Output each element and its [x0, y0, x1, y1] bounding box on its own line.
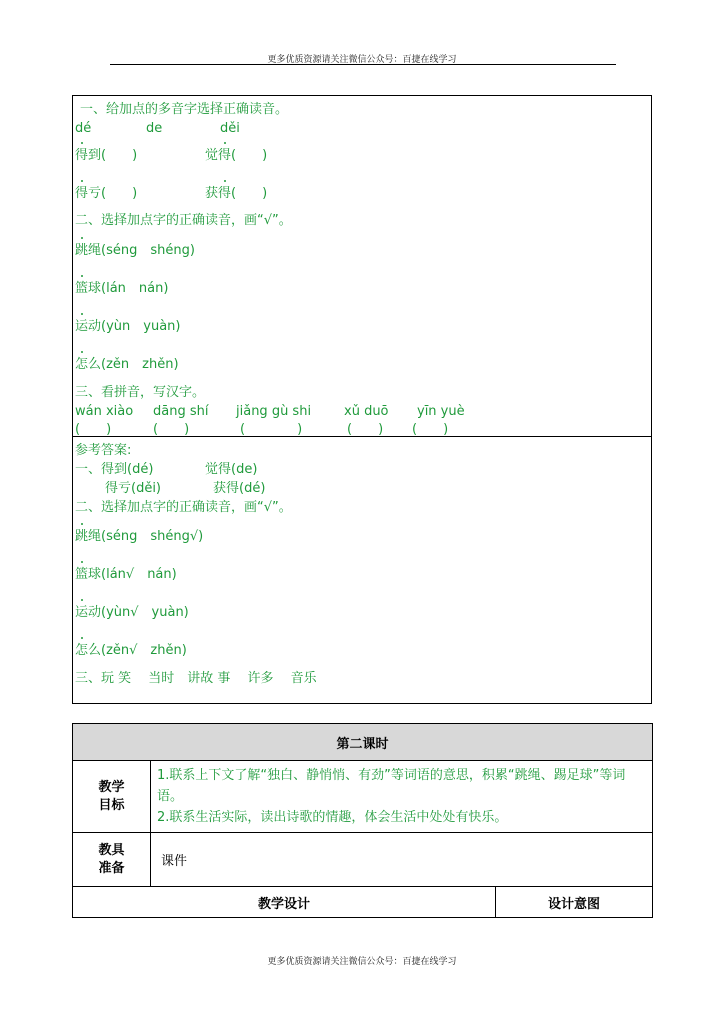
q3-pinyin-4: xǔ duō [344, 404, 389, 419]
a2-item-1: 跳绳(séng shéng√) [75, 529, 204, 544]
q3-blank-5: ( ) [412, 422, 449, 437]
a2-title: 二、选择加点字的正确读音，画“√”。 [75, 500, 292, 515]
q1-item-4: 获得( ) [205, 186, 268, 201]
intent-label: 设计意图 [496, 887, 653, 918]
a1-line2-left: 得亏(děi) [105, 481, 162, 496]
lesson-title: 第二课时 [73, 724, 653, 761]
q3-blank-3: ( ) [240, 422, 303, 437]
goal-content: 1.联系上下文了解“独白、静悄悄、有劲”等词语的意思，积累“跳绳、踢足球”等词语。 2.联系生活实际，读出诗歌的情趣，体会生活中处处有快乐。 [151, 761, 653, 833]
q3-pinyin-1: wán xiào [75, 404, 134, 419]
lesson-table [72, 723, 653, 918]
a2-item-4: 怎么(zěn√ zhěn) [75, 643, 187, 658]
a1-line2-right: 获得(dé) [213, 481, 266, 496]
q3-blank-2: ( ) [153, 422, 190, 437]
page-header: 更多优质资源请关注微信公众号：百捷在线学习 [267, 55, 457, 65]
q1-title: 一、给加点的多音字选择正确读音。 [80, 102, 289, 117]
q3-pinyin-3: jiǎng gù shi [236, 404, 312, 419]
q3-blank-4: ( ) [347, 422, 384, 437]
page-footer: 更多优质资源请关注微信公众号：百捷在线学习 [267, 957, 457, 967]
answers-title: 参考答案: [75, 443, 132, 458]
q1-pinyin-2: de [146, 121, 163, 136]
a2-item-3: 运动(yùn√ yuàn) [75, 605, 189, 620]
tools-label: 教具 准备 [73, 833, 151, 887]
q1-item-2: 觉得( ) [205, 148, 268, 163]
q2-title: 二、选择加点字的正确读音，画“√”。 [75, 213, 292, 228]
tools-value: 课件 [151, 833, 653, 887]
q2-item-3: 运动(yùn yuàn) [75, 319, 181, 334]
q1-item-1: 得到( ) [75, 148, 138, 163]
a3-answer: 三、玩 笑 当时 讲故 事 许多 音乐 [75, 671, 317, 686]
q1-pinyin-3: děi [220, 121, 240, 136]
q3-pinyin-5: yīn yuè [417, 404, 465, 419]
header-rule [110, 64, 616, 65]
q2-item-1: 跳绳(séng shéng) [75, 243, 195, 258]
q3-title: 三、看拼音，写汉字。 [75, 385, 206, 400]
a1-line1-left: 一、得到(dé) [75, 462, 154, 477]
q3-pinyin-2: dāng shí [153, 404, 209, 419]
q1-pinyin-1: dé [75, 121, 92, 136]
goal-label: 教学 目标 [73, 761, 151, 833]
q2-item-2: 篮球(lán nán) [75, 281, 169, 296]
a2-item-2: 篮球(lán√ nán) [75, 567, 177, 582]
q1-item-3: 得亏( ) [75, 186, 138, 201]
design-label: 教学设计 [73, 887, 496, 918]
q2-item-4: 怎么(zěn zhěn) [75, 357, 179, 372]
a1-line1-right: 觉得(de) [205, 462, 258, 477]
q3-blank-1: ( ) [75, 422, 112, 437]
